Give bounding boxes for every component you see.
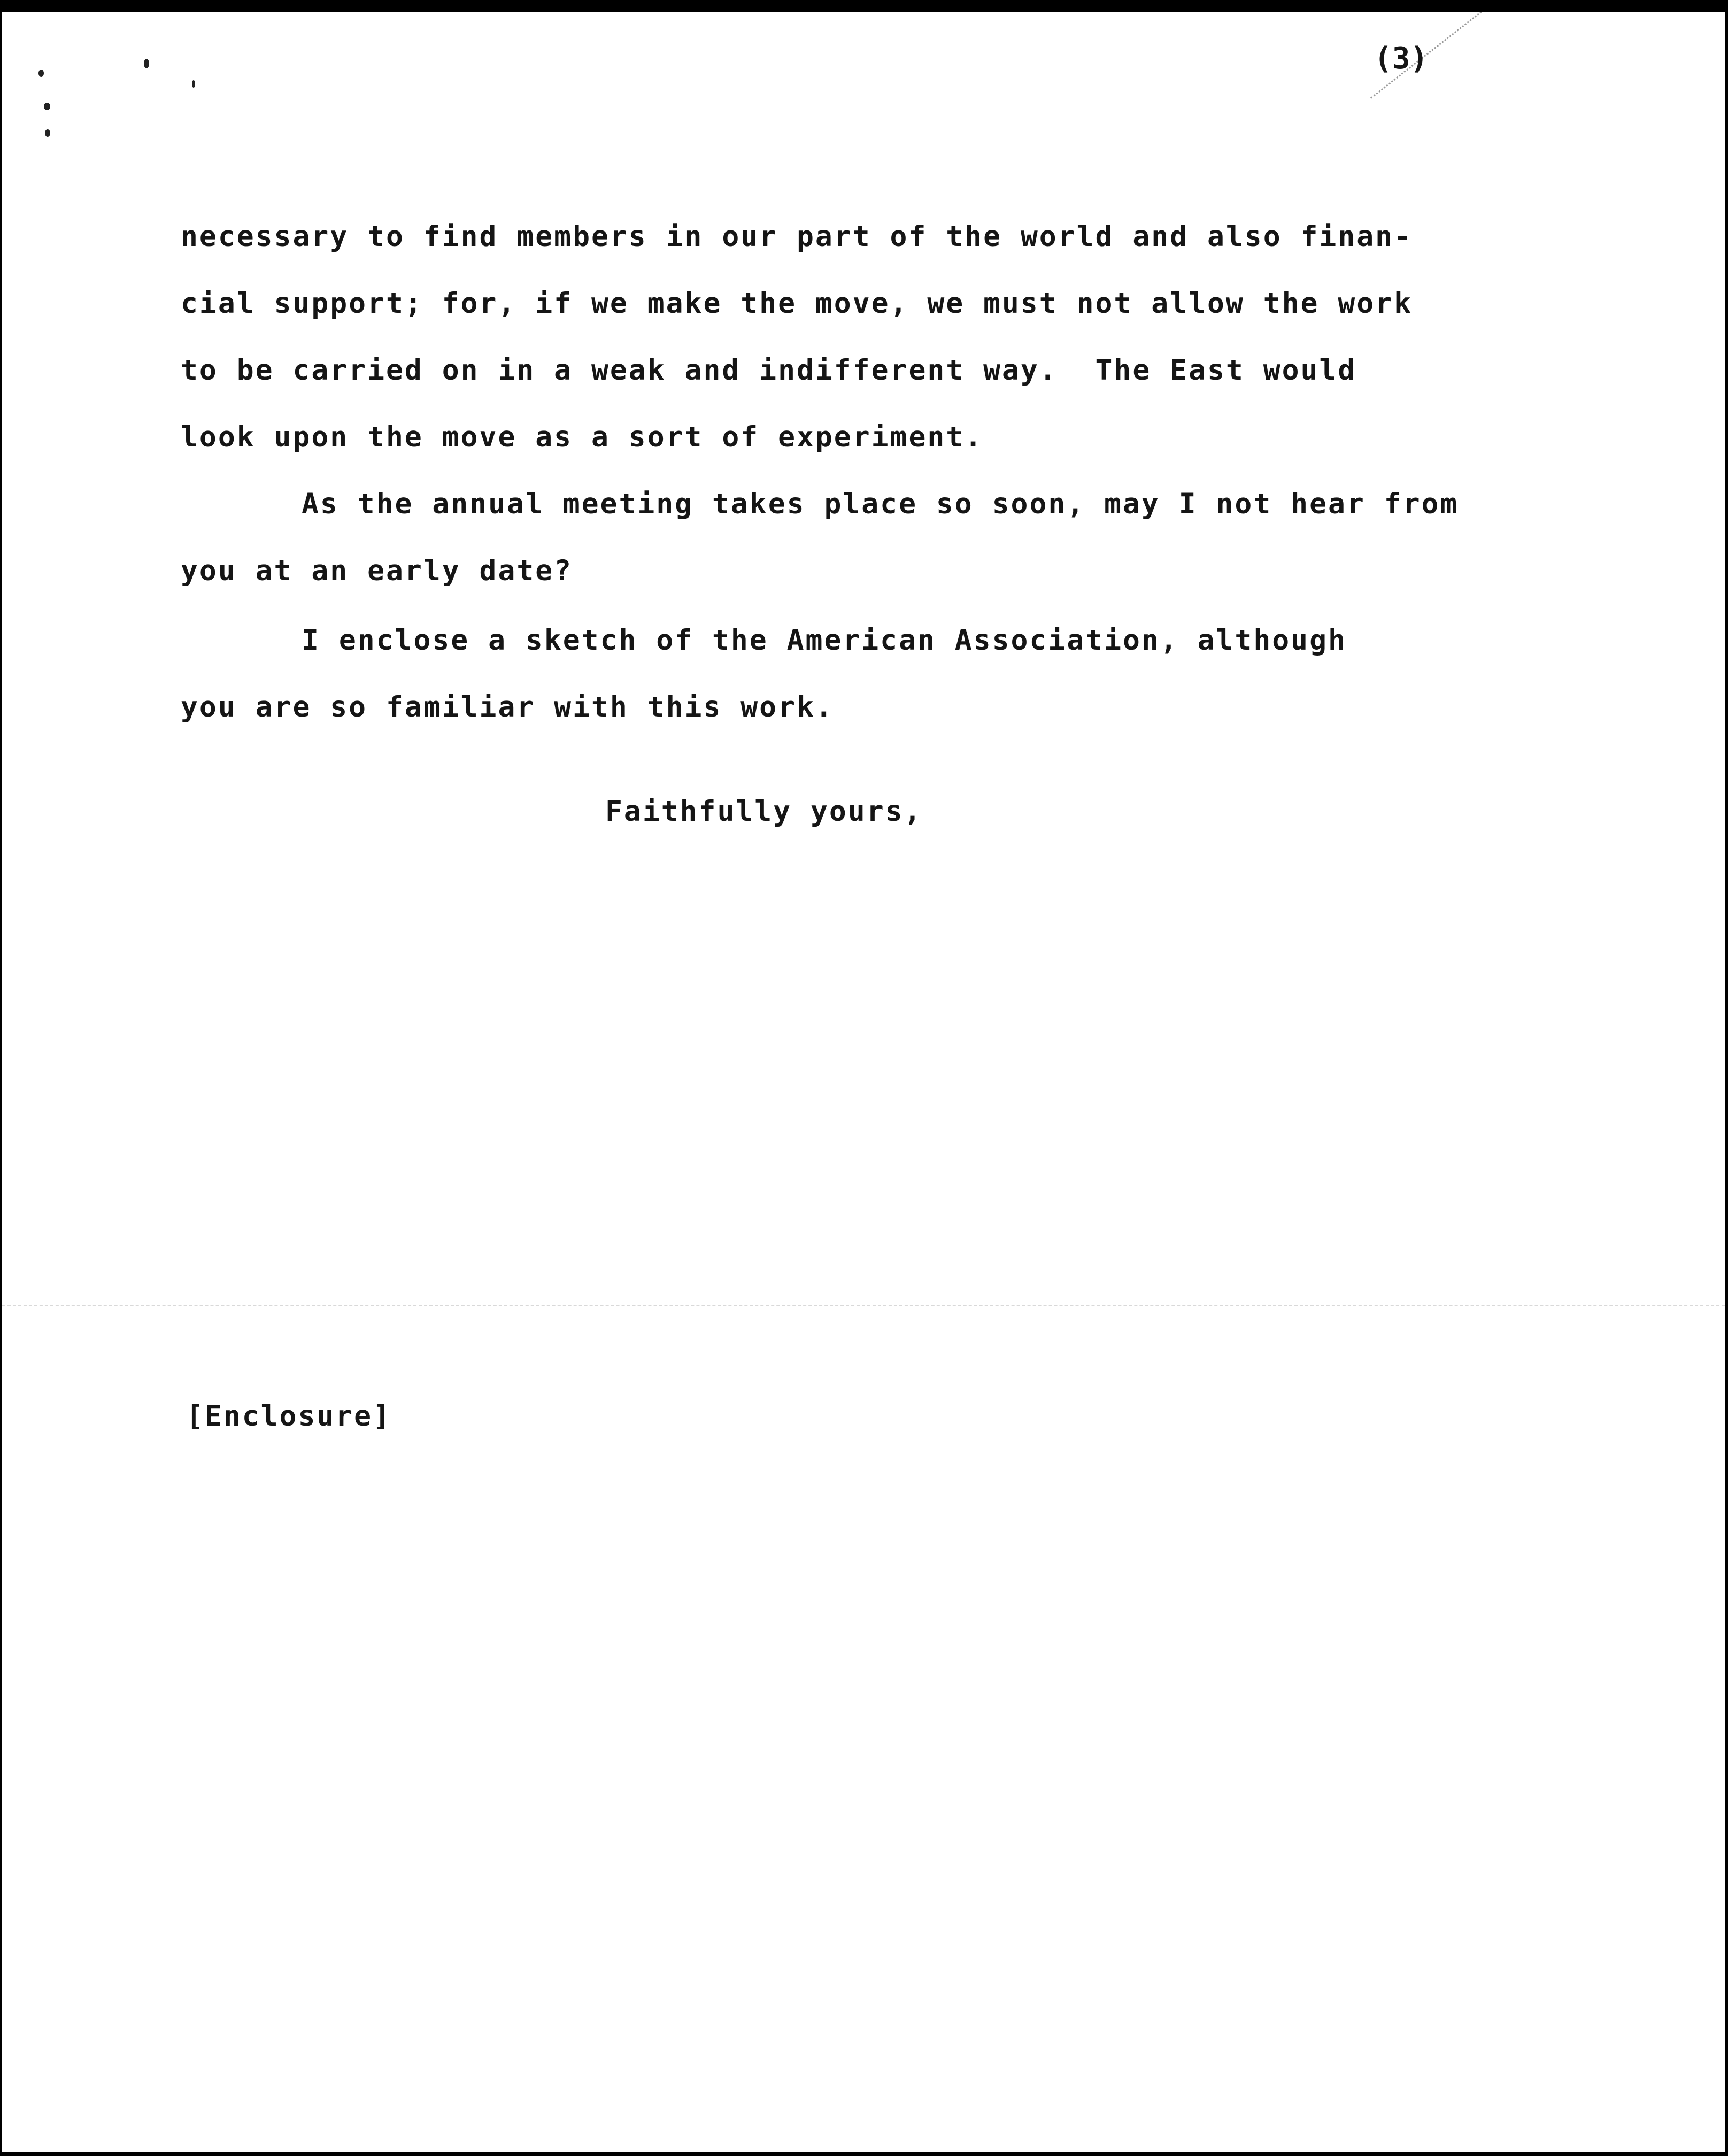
fold-line bbox=[2, 1305, 1725, 1306]
scan-speck bbox=[44, 103, 50, 110]
body-line: I enclose a sketch of the American Association, although bbox=[302, 624, 1347, 657]
body-line: you are so familiar with this work. bbox=[181, 691, 834, 723]
scan-speck bbox=[192, 80, 195, 88]
body-line: look upon the move as a sort of experiment. bbox=[181, 421, 984, 453]
body-line: As the annual meeting takes place so soon, may I not hear from bbox=[302, 488, 1459, 520]
scan-speck bbox=[38, 70, 44, 77]
body-line: you at an early date? bbox=[181, 555, 573, 587]
body-line: cial support; for, if we make the move, we must not allow the work bbox=[181, 287, 1413, 320]
letter-page bbox=[2, 12, 1725, 2152]
page-number: (3) bbox=[1374, 41, 1429, 76]
closing: Faithfully yours, bbox=[605, 795, 923, 828]
enclosure-note: [Enclosure] bbox=[186, 1400, 391, 1433]
scan-speck bbox=[144, 59, 149, 68]
body-line: necessary to find members in our part of the world and also finan- bbox=[181, 220, 1413, 253]
body-line: to be carried on in a weak and indifferent way. The East would bbox=[181, 354, 1357, 387]
scan-speck bbox=[45, 129, 50, 137]
